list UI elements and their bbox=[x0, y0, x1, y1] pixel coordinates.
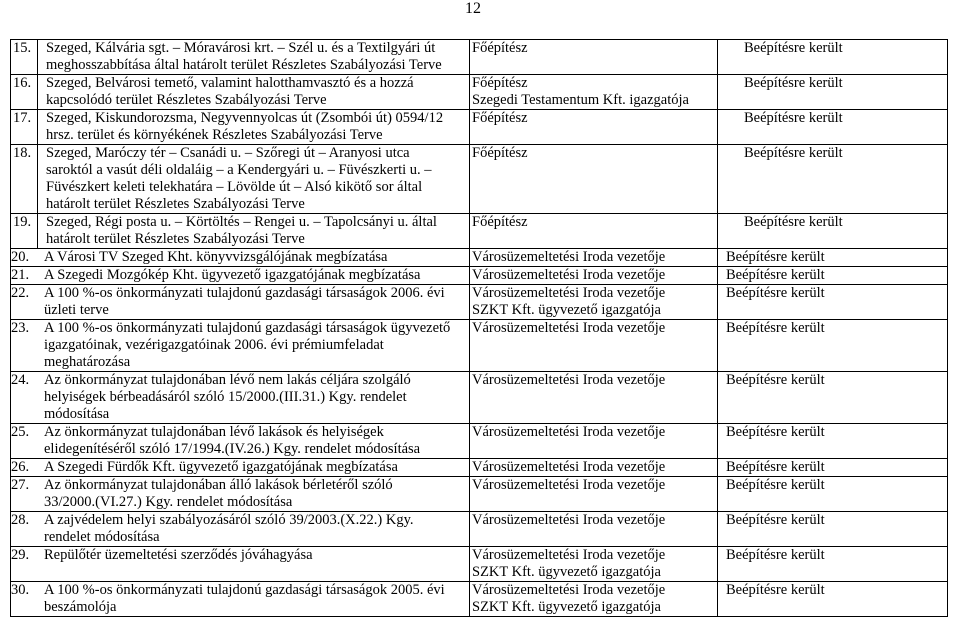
row-number bbox=[11, 459, 470, 477]
status-cell bbox=[718, 547, 948, 582]
status-line: Beépítésre került bbox=[726, 320, 825, 336]
description-line: saroktól a vasút déli oldaláig – a Kendergyári u. – Füvészkerti u. – bbox=[46, 162, 432, 178]
table-row bbox=[11, 459, 948, 477]
status-cell bbox=[718, 110, 948, 145]
responsible-line: SZKT Kft. ügyvezető igazgatója bbox=[472, 599, 661, 615]
responsible-line: Városüzemeltetési Iroda vezetője bbox=[472, 459, 666, 475]
status-line: Beépítésre került bbox=[726, 285, 825, 301]
responsible-line: Városüzemeltetési Iroda vezetője bbox=[472, 249, 666, 265]
responsible-party bbox=[470, 477, 718, 512]
responsible-line: SZKT Kft. ügyvezető igazgatója bbox=[472, 564, 661, 580]
status-cell bbox=[718, 214, 948, 249]
description-line: Repülőtér üzemeltetési szerződés jóváhagyása bbox=[44, 547, 313, 563]
table-row bbox=[11, 267, 948, 285]
row-number bbox=[11, 249, 470, 267]
responsible-line: Városüzemeltetési Iroda vezetője bbox=[472, 372, 666, 388]
description-line: üzleti terve bbox=[44, 302, 109, 318]
status-line: Beépítésre került bbox=[726, 512, 825, 528]
row-description bbox=[38, 40, 470, 75]
table-row bbox=[11, 285, 948, 320]
row-number bbox=[11, 285, 470, 320]
responsible-party bbox=[470, 512, 718, 547]
status-line: Beépítésre került bbox=[744, 40, 843, 56]
row-description bbox=[38, 214, 470, 249]
status-line: Beépítésre került bbox=[726, 372, 825, 388]
responsible-party bbox=[470, 547, 718, 582]
responsible-party bbox=[470, 145, 718, 214]
status-cell bbox=[718, 40, 948, 75]
description-line: helyiségek bérbeadásáról szóló 15/2000.(III.31.) Kgy. rendelet bbox=[44, 389, 407, 405]
description-line: módosítása bbox=[44, 406, 110, 422]
status-line: Beépítésre került bbox=[726, 424, 825, 440]
description-line: Az önkormányzat tulajdonában álló lakások bérletéről szóló bbox=[44, 477, 393, 493]
responsible-line: Városüzemeltetési Iroda vezetője bbox=[472, 320, 666, 336]
description-line: A Szegedi Fürdők Kft. ügyvezető igazgatójának megbízatása bbox=[44, 459, 398, 475]
row-description bbox=[38, 582, 445, 616]
row-number: 16. bbox=[11, 75, 38, 110]
row-number: 17. bbox=[11, 110, 38, 145]
row-description bbox=[38, 547, 313, 564]
status-cell bbox=[718, 372, 948, 424]
responsible-party bbox=[470, 40, 718, 75]
decision-table-body bbox=[11, 40, 948, 617]
table-row bbox=[11, 372, 948, 424]
description-line: 33/2000.(VI.27.) Kgy. rendelet módosítása bbox=[44, 494, 293, 510]
row-number bbox=[11, 320, 470, 372]
description-line: Szeged, Régi posta u. – Körtöltés – Rengei u. – Tapolcsányi u. által bbox=[46, 214, 437, 230]
row-description bbox=[38, 459, 398, 476]
description-line: Szeged, Kálvária sgt. – Móravárosi krt. – Szél u. és a Textilgyári út bbox=[46, 40, 436, 56]
table-row bbox=[11, 40, 948, 75]
responsible-line: Városüzemeltetési Iroda vezetője bbox=[472, 582, 666, 598]
table-row bbox=[11, 512, 948, 547]
description-line: A 100 %-os önkormányzati tulajdonú gazdasági társaságok 2006. évi bbox=[44, 285, 445, 301]
row-number-text: 29. bbox=[11, 547, 30, 563]
status-cell bbox=[718, 424, 948, 459]
responsible-party bbox=[470, 285, 718, 320]
row-description bbox=[38, 110, 470, 145]
table-row bbox=[11, 75, 948, 110]
description-line: meghosszabbítása által határolt terület Részletes Szabályozási Terve bbox=[46, 57, 442, 73]
description-line: Szeged, Kiskundorozsma, Negyvennyolcas út (Zsombói út) 0594/12 bbox=[46, 110, 444, 126]
table-row bbox=[11, 110, 948, 145]
responsible-party bbox=[470, 582, 718, 617]
description-line: A 100 %-os önkormányzati tulajdonú gazdasági társaságok ügyvezető bbox=[44, 320, 451, 336]
row-number: 18. bbox=[11, 145, 38, 214]
description-line: A zajvédelem helyi szabályozásáról szóló 39/2003.(X.22.) Kgy. bbox=[44, 512, 414, 528]
status-line: Beépítésre került bbox=[744, 145, 843, 161]
row-number-text: 28. bbox=[11, 512, 30, 528]
table-row bbox=[11, 477, 948, 512]
description-line: rendelet módosítása bbox=[44, 529, 160, 545]
responsible-line: Szegedi Testamentum Kft. igazgatója bbox=[472, 92, 689, 108]
status-line: Beépítésre került bbox=[726, 459, 825, 475]
status-line: Beépítésre került bbox=[726, 582, 825, 598]
responsible-party bbox=[470, 320, 718, 372]
status-cell bbox=[718, 285, 948, 320]
description-line: igazgatóinak, vezérigazgatóinak 2006. évi prémiumfeladat bbox=[44, 337, 384, 353]
description-line: Füvészkert keleti telekhatára – Lövölde út – Alsó kikötő sor által bbox=[46, 179, 423, 195]
description-line: határolt terület Részletes Szabályozási Terve bbox=[46, 231, 305, 247]
responsible-party bbox=[470, 110, 718, 145]
table-row bbox=[11, 145, 948, 214]
description-line: beszámolója bbox=[44, 599, 117, 615]
row-number bbox=[11, 547, 470, 582]
row-number bbox=[11, 424, 470, 459]
row-number bbox=[11, 512, 470, 547]
row-description bbox=[38, 249, 388, 266]
responsible-party bbox=[470, 459, 718, 477]
responsible-party bbox=[470, 75, 718, 110]
status-cell bbox=[718, 320, 948, 372]
status-cell bbox=[718, 145, 948, 214]
status-line: Beépítésre került bbox=[726, 267, 825, 283]
row-number-text: 25. bbox=[11, 424, 30, 440]
status-cell bbox=[718, 75, 948, 110]
table-row bbox=[11, 214, 948, 249]
status-cell bbox=[718, 512, 948, 547]
description-line: A Szegedi Mozgókép Kht. ügyvezető igazgatójának megbízatása bbox=[44, 267, 421, 283]
status-cell bbox=[718, 459, 948, 477]
responsible-line: Városüzemeltetési Iroda vezetője bbox=[472, 424, 666, 440]
description-line: kapcsolódó terület Részletes Szabályozási Terve bbox=[46, 92, 327, 108]
description-line: Szeged, Belvárosi temető, valamint halotthamvasztó és a hozzá bbox=[46, 75, 414, 91]
responsible-party bbox=[470, 372, 718, 424]
status-cell bbox=[718, 582, 948, 617]
responsible-line: Főépítész bbox=[472, 145, 528, 161]
description-line: Az önkormányzat tulajdonában lévő lakások és helyiségek bbox=[44, 424, 384, 440]
responsible-line: Főépítész bbox=[472, 40, 528, 56]
row-number-text: 21. bbox=[11, 267, 30, 283]
row-description bbox=[38, 285, 445, 319]
row-number-text: 23. bbox=[11, 320, 30, 336]
description-line: hrsz. terület és környékének Részletes Szabályozási Terve bbox=[46, 127, 383, 143]
responsible-party bbox=[470, 424, 718, 459]
responsible-line: Főépítész bbox=[472, 214, 528, 230]
row-number bbox=[11, 477, 470, 512]
responsible-line: Főépítész bbox=[472, 75, 528, 91]
row-number-text: 22. bbox=[11, 285, 30, 301]
responsible-line: SZKT Kft. ügyvezető igazgatója bbox=[472, 302, 661, 318]
description-line: meghatározása bbox=[44, 354, 131, 370]
row-description bbox=[38, 320, 450, 371]
responsible-party bbox=[470, 267, 718, 285]
status-cell bbox=[718, 249, 948, 267]
status-line: Beépítésre került bbox=[726, 249, 825, 265]
row-description bbox=[38, 75, 470, 110]
responsible-line: Főépítész bbox=[472, 110, 528, 126]
status-line: Beépítésre került bbox=[744, 110, 843, 126]
row-number: 19. bbox=[11, 214, 38, 249]
description-line: Az önkormányzat tulajdonában lévő nem lakás céljára szolgáló bbox=[44, 372, 411, 388]
decision-table bbox=[10, 39, 948, 617]
status-cell bbox=[718, 267, 948, 285]
row-description bbox=[38, 424, 420, 458]
row-description bbox=[38, 512, 414, 546]
row-description bbox=[38, 477, 393, 511]
row-number: 15. bbox=[11, 40, 38, 75]
status-line: Beépítésre került bbox=[744, 75, 843, 91]
row-number bbox=[11, 267, 470, 285]
responsible-party bbox=[470, 214, 718, 249]
table-row bbox=[11, 424, 948, 459]
responsible-line: Városüzemeltetési Iroda vezetője bbox=[472, 267, 666, 283]
responsible-party bbox=[470, 249, 718, 267]
table-row bbox=[11, 249, 948, 267]
row-number-text: 26. bbox=[11, 459, 30, 475]
responsible-line: Városüzemeltetési Iroda vezetője bbox=[472, 477, 666, 493]
status-cell bbox=[718, 477, 948, 512]
responsible-line: Városüzemeltetési Iroda vezetője bbox=[472, 512, 666, 528]
row-number-text: 20. bbox=[11, 249, 30, 265]
row-number bbox=[11, 372, 470, 424]
status-line: Beépítésre került bbox=[726, 547, 825, 563]
row-number-text: 24. bbox=[11, 372, 30, 388]
table-row bbox=[11, 320, 948, 372]
table-row bbox=[11, 582, 948, 617]
row-number-text: 27. bbox=[11, 477, 30, 493]
status-line: Beépítésre került bbox=[726, 477, 825, 493]
status-line: Beépítésre került bbox=[744, 214, 843, 230]
table-row bbox=[11, 547, 948, 582]
description-line: határolt terület Részletes Szabályozási Terve bbox=[46, 196, 305, 212]
responsible-line: Városüzemeltetési Iroda vezetője bbox=[472, 547, 666, 563]
row-description bbox=[38, 267, 420, 284]
responsible-line: Városüzemeltetési Iroda vezetője bbox=[472, 285, 666, 301]
description-line: Szeged, Maróczy tér – Csanádi u. – Szőregi út – Aranyosi utca bbox=[46, 145, 410, 161]
row-number bbox=[11, 582, 470, 617]
page-number: 12 bbox=[465, 0, 481, 17]
row-number-text: 30. bbox=[11, 582, 30, 598]
description-line: elidegenítéséről szóló 17/1994.(IV.26.) Kgy. rendelet módosítása bbox=[44, 441, 421, 457]
row-description bbox=[38, 372, 411, 423]
description-line: A 100 %-os önkormányzati tulajdonú gazdasági társaságok 2005. évi bbox=[44, 582, 445, 598]
row-description bbox=[38, 145, 470, 214]
description-line: A Városi TV Szeged Kht. könyvvizsgálójának megbízatása bbox=[44, 249, 388, 265]
